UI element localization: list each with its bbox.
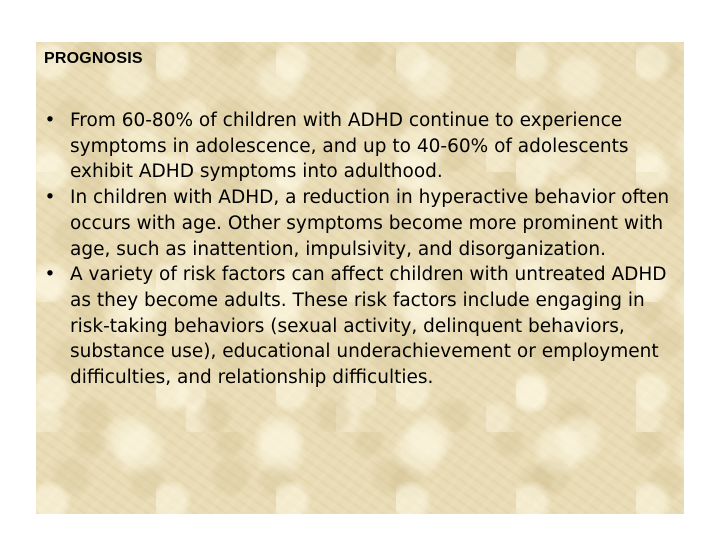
bullet-dot-icon: • (44, 110, 56, 131)
bullet-list (40, 108, 672, 391)
bullet-text: A variety of risk factors can affect children with untreated ADHD as they become adults. These risk factors include engaging in risk-taking behaviors (sexual activity, delinquent behaviors, substance use), educational underachievement or employment difficulties, and relationship difficulties. (70, 264, 667, 389)
bullet-dot-icon: • (44, 264, 56, 286)
bullet-text: From 60-80% of children with ADHD continue to experience symptoms in adolescence, and up to 40-60% of adolescents exhibit ADHD symptoms into adulthood. (70, 110, 629, 183)
bullet-item (40, 262, 672, 391)
bullet-dot-icon: • (44, 187, 56, 209)
slide-panel (36, 42, 684, 514)
bullet-text: In children with ADHD, a reduction in hyperactive behavior often occurs with age. Other symptoms become more prominent with age, such as inattention, impulsivity, and disorganization. (70, 187, 670, 260)
bullet-item (40, 185, 672, 262)
slide-title: PROGNOSIS (44, 50, 143, 67)
bullet-item (40, 108, 672, 185)
